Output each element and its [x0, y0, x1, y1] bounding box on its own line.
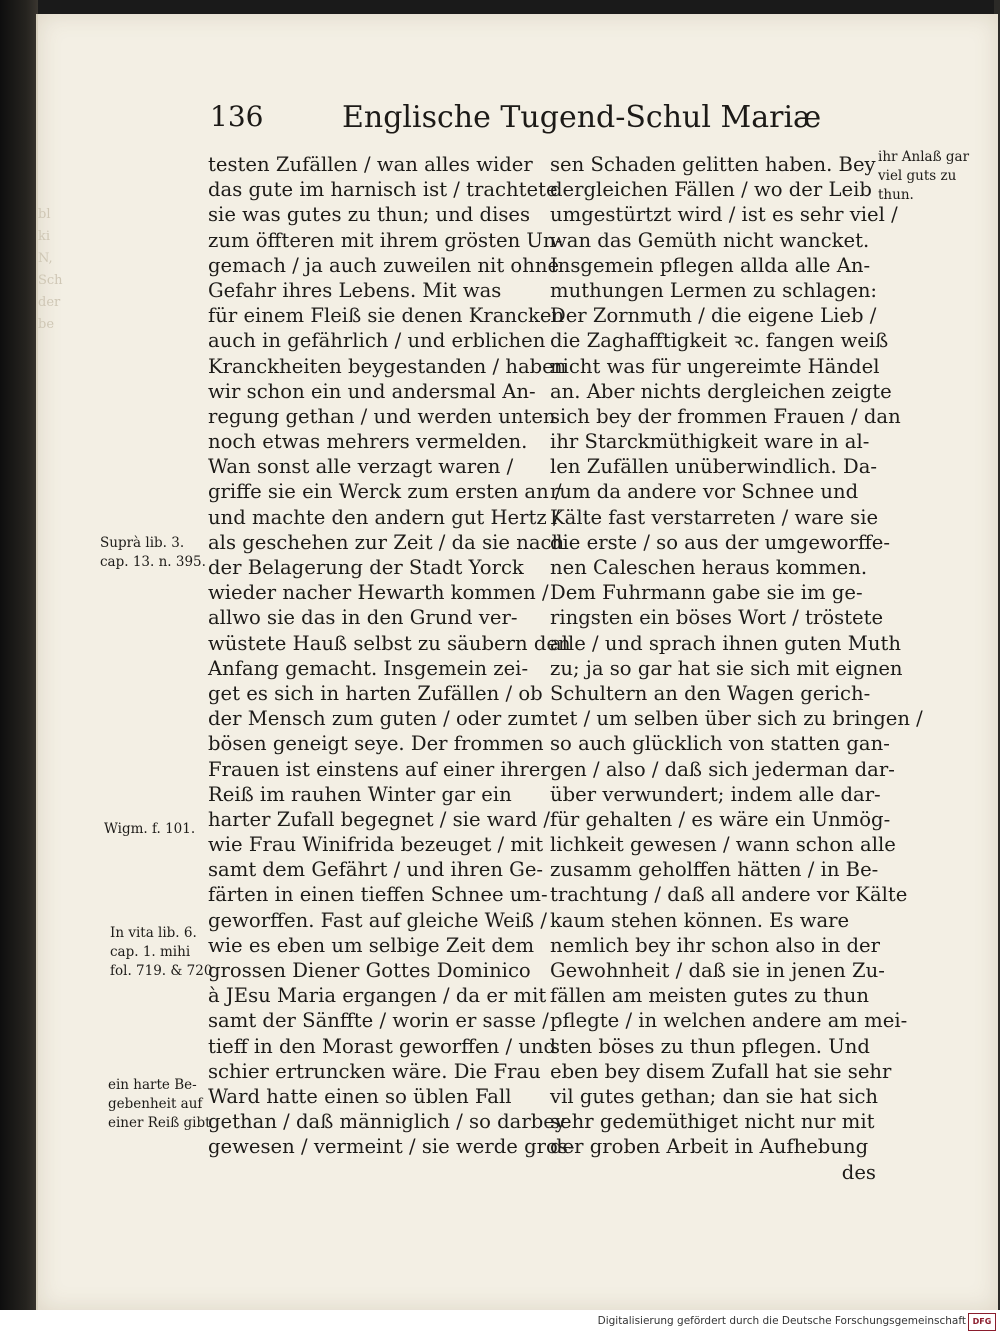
- text-line: sich bey der frommen Frauen / dan: [550, 404, 901, 428]
- text-line: gewesen / vermeint / sie werde gros-: [208, 1135, 575, 1159]
- text-line: und machte den andern gut Hertz /: [208, 505, 560, 529]
- text-line: auch in gefährlich / und erblichen: [208, 329, 546, 353]
- text-line: vil gutes gethan; dan sie hat sich: [550, 1084, 879, 1108]
- text-line: gemach / ja auch zuweilen nit ohne: [208, 253, 560, 277]
- text-line: wan das Gemüth nicht wancket.: [550, 228, 870, 252]
- marginal-note-line: fol. 719. & 720: [110, 963, 213, 979]
- text-line: schier ertruncken wäre. Die Frau: [208, 1059, 541, 1083]
- facing-page-fragment: bl: [38, 207, 51, 222]
- text-line: ringsten ein böses Wort / tröstete: [550, 606, 884, 630]
- text-line: gethan / daß männiglich / so darbey: [208, 1110, 566, 1134]
- marginal-note-in-vita: [110, 924, 212, 981]
- marginal-note-line: thun.: [878, 187, 914, 203]
- text-line: testen Zufällen / wan alles wider: [208, 153, 533, 176]
- text-line: der Belagerung der Stadt Yorck: [208, 556, 524, 579]
- text-line: die erste / so aus der umgeworffe-: [550, 530, 890, 554]
- text-line: nicht was für ungereimte Händel: [550, 354, 880, 378]
- text-line: dergleichen Fällen / wo der Leib: [550, 178, 872, 202]
- text-line: Frauen ist einstens auf einer ihrer: [208, 757, 550, 781]
- text-line: der groben Arbeit in Aufhebung: [550, 1135, 869, 1159]
- text-line: geworffen. Fast auf gleiche Weiß /: [208, 908, 547, 932]
- marginal-note-line: cap. 13. n. 395.: [100, 554, 206, 570]
- facing-page-fragment: ki: [38, 229, 51, 244]
- text-line: Reiß im rauhen Winter gar ein: [208, 782, 512, 806]
- running-title: Englische Tugend-Schul Mariæ: [342, 100, 822, 135]
- text-line: alle / und sprach ihnen guten Muth: [550, 631, 901, 655]
- text-line: grossen Diener Gottes Dominico: [208, 959, 531, 982]
- marginal-note-line: einer Reiß gibt: [108, 1115, 211, 1131]
- text-line: Gewohnheit / daß sie in jenen Zu-: [550, 959, 885, 982]
- text-line: das gute im harnisch ist / trachtete: [208, 178, 558, 202]
- marginal-note-line: viel guts zu: [878, 168, 957, 184]
- text-line: sen Schaden gelitten haben. Bey: [550, 153, 876, 176]
- text-line: nemlich bey ihr schon also in der: [550, 933, 881, 957]
- scan-edge-left: [0, 0, 38, 1310]
- page-number: 136: [210, 100, 264, 133]
- text-line: Kälte fast verstarreten / ware sie: [550, 505, 879, 529]
- text-line: Gefahr ihres Lebens. Mit was: [208, 278, 502, 302]
- marginal-note-line: gebenheit auf: [108, 1096, 203, 1112]
- text-line: griffe sie ein Werck zum ersten an /: [208, 480, 562, 504]
- footer-bar: [0, 1310, 1000, 1333]
- text-line: so auch glücklich von statten gan-: [550, 732, 890, 756]
- text-line: Insgemein pflegen allda alle An-: [550, 253, 871, 277]
- text-line: regung gethan / und werden unten: [208, 404, 556, 428]
- marginal-note-wigm: [104, 820, 195, 839]
- text-line: umgestürtzt wird / ist es sehr viel /: [550, 203, 898, 227]
- text-line: lichkeit gewesen / wann schon alle: [550, 833, 896, 857]
- text-line: wieder nacher Hewarth kommen /: [208, 581, 549, 605]
- funding-credit: Digitalisierung gefördert durch die Deutsche Forschungsgemeinschaft: [597, 1315, 966, 1327]
- text-line: tieff in den Morast geworffen / und: [208, 1034, 557, 1058]
- marginal-note-line: Suprà lib. 3.: [100, 535, 185, 551]
- text-line: zu; ja so gar hat sie sich mit eignen: [550, 656, 903, 680]
- text-line: fällen am meisten gutes zu thun: [550, 984, 870, 1008]
- text-line: die Zaghafftigkeit ꝛc. fangen weiß: [550, 329, 889, 353]
- page-header: [210, 96, 830, 142]
- text-line: trachtung / daß all andere vor Kälte: [550, 883, 908, 907]
- facing-page-fragment: Sch: [38, 273, 63, 288]
- text-line: an. Aber nichts dergleichen zeigte: [550, 379, 892, 403]
- text-line: für einem Fleiß sie denen Krancken: [208, 304, 565, 328]
- text-line: wie es eben um selbige Zeit dem: [208, 933, 535, 957]
- marginal-note-right: [878, 148, 969, 205]
- text-line: tet / um selben über sich zu bringen /: [550, 707, 923, 731]
- catchword: des: [841, 1160, 876, 1184]
- marginal-note-line: cap. 1. mihi: [110, 944, 191, 960]
- text-line: zusamm geholffen hätten / in Be-: [550, 858, 879, 882]
- text-line: gen / also / daß sich jederman dar-: [550, 757, 895, 781]
- text-line: Dem Fuhrmann gabe sie im ge-: [550, 581, 863, 605]
- text-line: der Mensch zum guten / oder zum: [208, 707, 549, 731]
- text-line: allwo sie das in den Grund ver-: [208, 606, 518, 630]
- dfg-logo: DFG: [968, 1313, 996, 1331]
- text-line: len Zufällen unüberwindlich. Da-: [550, 455, 878, 479]
- text-line: muthungen Lermen zu schlagen:: [550, 278, 878, 302]
- text-line: sehr gedemüthiget nicht nur mit: [550, 1110, 875, 1134]
- text-line: Kranckheiten beygestanden / haben: [208, 354, 567, 378]
- text-line: wir schon ein und andersmal An-: [208, 379, 536, 403]
- facing-page-fragment: N,: [38, 251, 53, 266]
- text-line: Anfang gemacht. Insgemein zei-: [208, 656, 529, 680]
- text-line: wie Frau Winifrida bezeuget / mit: [208, 833, 544, 857]
- text-line: wüstete Hauß selbst zu säubern den: [208, 631, 571, 655]
- text-line: Der Zornmuth / die eigene Lieb /: [550, 304, 877, 328]
- text-line: sten böses zu thun pflegen. Und: [550, 1034, 870, 1058]
- text-line: harter Zufall begegnet / sie ward /: [208, 807, 550, 831]
- text-line: sie was gutes zu thun; und dises: [208, 203, 531, 227]
- text-line: Wan sonst alle verzagt waren /: [208, 455, 514, 479]
- marginal-note-supra: [100, 534, 206, 572]
- text-line: ihr Starckmüthigkeit ware in al-: [550, 430, 870, 454]
- text-line: für gehalten / es wäre ein Unmög-: [550, 807, 891, 831]
- marginal-note-line: ihr Anlaß gar: [878, 149, 970, 165]
- text-line: zum öffteren mit ihrem grösten Un-: [208, 228, 563, 252]
- marginal-note-line: Wigm. f. 101.: [104, 821, 196, 837]
- text-line: eben bey disem Zufall hat sie sehr: [550, 1059, 892, 1083]
- text-line: über verwundert; indem alle dar-: [550, 782, 881, 806]
- text-line: kaum stehen können. Es ware: [550, 908, 850, 932]
- text-line: pflegte / in welchen andere am mei-: [550, 1009, 908, 1033]
- text-line: rum da andere vor Schnee und: [550, 480, 859, 504]
- facing-page-fragment: be: [38, 317, 55, 332]
- book-page: [36, 14, 998, 1310]
- text-line: Schultern an den Wagen gerich-: [550, 681, 871, 705]
- text-line: bösen geneigt seye. Der frommen: [208, 732, 544, 756]
- text-line: als geschehen zur Zeit / da sie nach: [208, 530, 565, 554]
- text-line: Ward hatte einen so üblen Fall: [208, 1084, 512, 1108]
- text-line: à JEsu Maria ergangen / da er mit: [208, 984, 547, 1008]
- marginal-note-line: ein harte Be-: [108, 1077, 197, 1093]
- text-line: samt der Sänffte / worin er sasse /: [208, 1009, 549, 1033]
- text-line: get es sich in harten Zufällen / ob: [208, 681, 543, 705]
- facing-page-fragment: der: [38, 295, 61, 310]
- text-line: samt dem Gefährt / und ihren Ge-: [208, 858, 544, 882]
- text-line: nen Caleschen heraus kommen.: [550, 556, 868, 579]
- marginal-note-line: In vita lib. 6.: [110, 925, 197, 941]
- text-line: färten in einen tieffen Schnee um-: [208, 883, 548, 907]
- facing-page-fragments: [38, 204, 80, 664]
- marginal-note-begebenheit: [108, 1076, 211, 1133]
- text-column-left: [208, 152, 575, 1160]
- text-line: noch etwas mehrers vermelden.: [208, 430, 528, 454]
